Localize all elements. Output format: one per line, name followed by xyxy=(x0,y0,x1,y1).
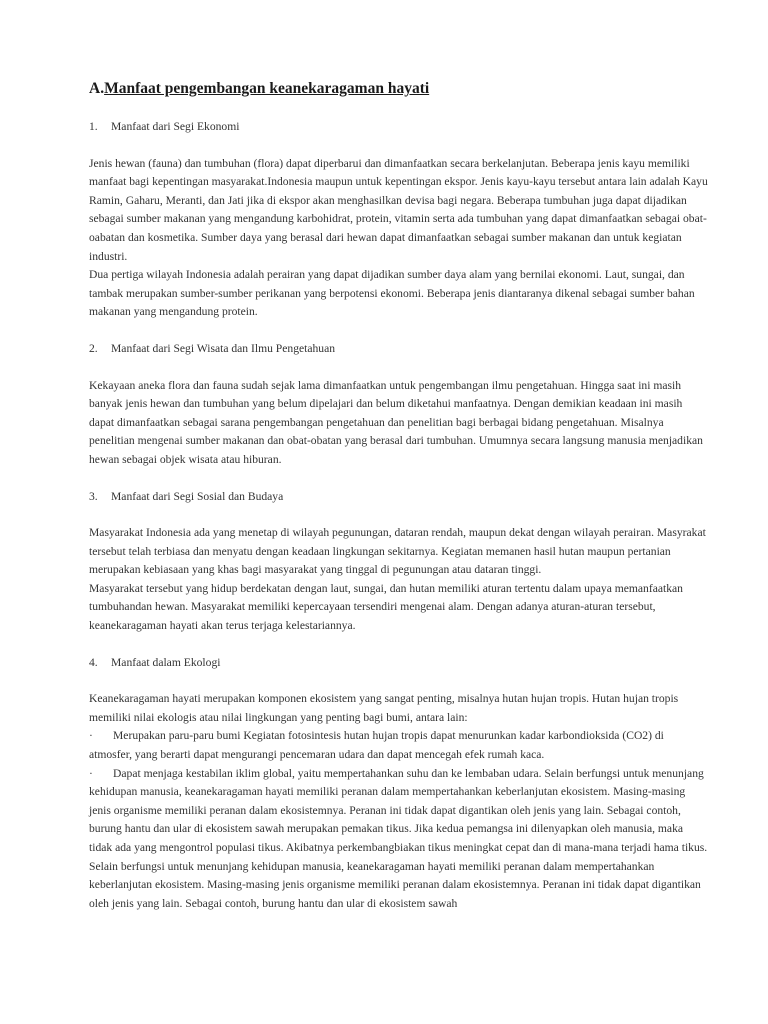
list-item-text: Merupakan paru-paru bumi Kegiatan fotosintesis hutan hujan tropis dapat menurunkan kadar karbondioksida (CO2) di atmosfer, yang berarti dapat mengurangi pencemaran udara dan dapat mencegah efek rumah kaca. xyxy=(89,729,664,762)
section-heading-text: Manfaat dari Segi Wisata dan Ilmu Pengetahuan xyxy=(111,341,336,355)
title-prefix: A. xyxy=(89,80,105,97)
paragraph: Masyarakat Indonesia ada yang menetap di wilayah pegunungan, dataran rendah, maupun dekat dengan wilayah perairan. Masyrakat tersebut telah terbiasa dan menyatu dengan keadaan lingkungan sekitarnya. Kegiatan memanen hasil hutan maupun pertanian merupakan kebiasaan yang khas bagi masyarakat yang tinggal di pegunungan atau dataran tinggi. xyxy=(89,526,706,577)
paragraph: Selain berfungsi untuk menunjang kehidupan manusia, keanekaragaman hayati memiliki peranan dalam mempertahankan keberlanjutan ekosistem. Masing-masing jenis organisme memiliki peranan dalam ekosistemnya. Peranan ini tidak dapat digantikan oleh jenis yang lain. Sebagai contoh, burung hantu dan ular di ekosistem sawah xyxy=(89,859,701,910)
section-number: 2. xyxy=(89,341,98,355)
bullet-symbol: · xyxy=(89,729,93,743)
document-title xyxy=(89,78,709,100)
paragraph: Dua pertiga wilayah Indonesia adalah perairan yang dapat dijadikan sumber daya alam yang bernilai ekonomi. Laut, sungai, dan tambak merupakan sumber-sumber perikanan yang berpotensi ekonomi. Beberapa jenis diantaranya dikenal sebagai sumber bahan makanan yang mengandung protein. xyxy=(89,268,695,319)
section-number: 3. xyxy=(89,489,98,503)
list-item xyxy=(89,727,709,764)
section-heading-text: Manfaat dalam Ekologi xyxy=(111,655,221,669)
paragraph: Masyarakat tersebut yang hidup berdekatan dengan laut, sungai, dan hutan memiliki aturan tertentu dalam upaya memanfaatkan tumbuhandan hewan. Masyarakat memiliki kepercayaan tersendiri mengenai alam. Dengan adanya aturan-aturan tersebut, keanekaragaman hayati akan terus terjaga kelestariannya. xyxy=(89,581,683,633)
list-item-text: Dapat menjaga kestabilan iklim global, yaitu mempertahankan suhu dan ke lembaban udara. Selain berfungsi untuk menunjang kehidupan manusia, keanekaragaman hayati memiliki peranan dalam mempertahankan keberlanjutan ekosistem. Masing-masing jenis organisme memiliki peranan dalam ekosistemnya. Peranan ini tidak dapat digantikan oleh jenis yang lain. Sebagai contoh, burung hantu dan ular di ekosistem sawah merupakan pemakan tikus. Jika kedua pemangsa ini dilenyapkan oleh manusia, maka tidak ada yang mengontrol populasi tikus. Akibatnya perkembangbiakan tikus meningkat cepat dan di mana-mana terjadi hama tikus. xyxy=(89,766,708,854)
section-number: 1. xyxy=(89,120,98,133)
paragraph: Kekayaan aneka flora dan fauna sudah sejak lama dimanfaatkan untuk pengembangan ilmu pengetahuan. Hingga saat ini masih banyak jenis hewan dan tumbuhan yang belum dipelajari dan belum diketahui manfaatnya. Dengan demikian keadaan ini masih dapat dimanfaatkan sebagai sarana pengembangan pengetahuan dan penelitian bagi berbagai bidang pengetahuan. Misalnya penelitian mengenai sumber makanan dan obat-obatan yang berasal dari tumbuhan. Umumnya secara langsung manusia menjadikan hewan sebagai objek wisata atau hiburan. xyxy=(89,378,703,466)
section-number: 4. xyxy=(89,655,98,669)
list-item xyxy=(89,765,709,858)
section-heading-wisata xyxy=(89,340,709,359)
paragraph: Jenis hewan (fauna) dan tumbuhan (flora) dapat diperbarui dan dimanfaatkan secara berkelanjutan. Beberapa jenis kayu memiliki manfaat bagi kepentingan masyarakat.Indonesia maupun untuk kepentingan ekspor. Jenis kayu-kayu tersebut antara lain adalah Kayu Ramin, Gaharu, Meranti, dan Jati jika di ekspor akan menghasilkan devisa bagi negara. Beberapa tumbuhan juga dapat dijadikan sebagai sumber makanan yang mengandung karbohidrat, protein, vitamin serta ada tumbuhan yang dapat dimanfaatkan sebagai obat-oabatan dan kosmetika. Sumber daya yang berasal dari hewan dapat dimanfaatkan sebagai sumber makanan dan untuk kegiatan industri. xyxy=(89,156,708,263)
section-heading-sosial xyxy=(89,488,709,507)
section-heading-text: Manfaat dari Segi Sosial dan Budaya xyxy=(111,489,284,503)
bullet-symbol: · xyxy=(89,766,93,780)
section-heading-text: Manfaat dari Segi Ekonomi xyxy=(111,120,240,133)
document-page xyxy=(89,78,709,913)
title-text: Manfaat pengembangan keanekaragaman hayati xyxy=(104,80,430,97)
paragraph: Keanekaragaman hayati merupakan komponen ekosistem yang sangat penting, misalnya hutan hujan tropis. Hutan hujan tropis memiliki nilai ekologis atau nilai lingkungan yang penting bagi bumi, antara lain: xyxy=(89,692,679,724)
section-heading-ekonomi xyxy=(89,118,709,137)
section-heading-ekologi xyxy=(89,654,709,673)
